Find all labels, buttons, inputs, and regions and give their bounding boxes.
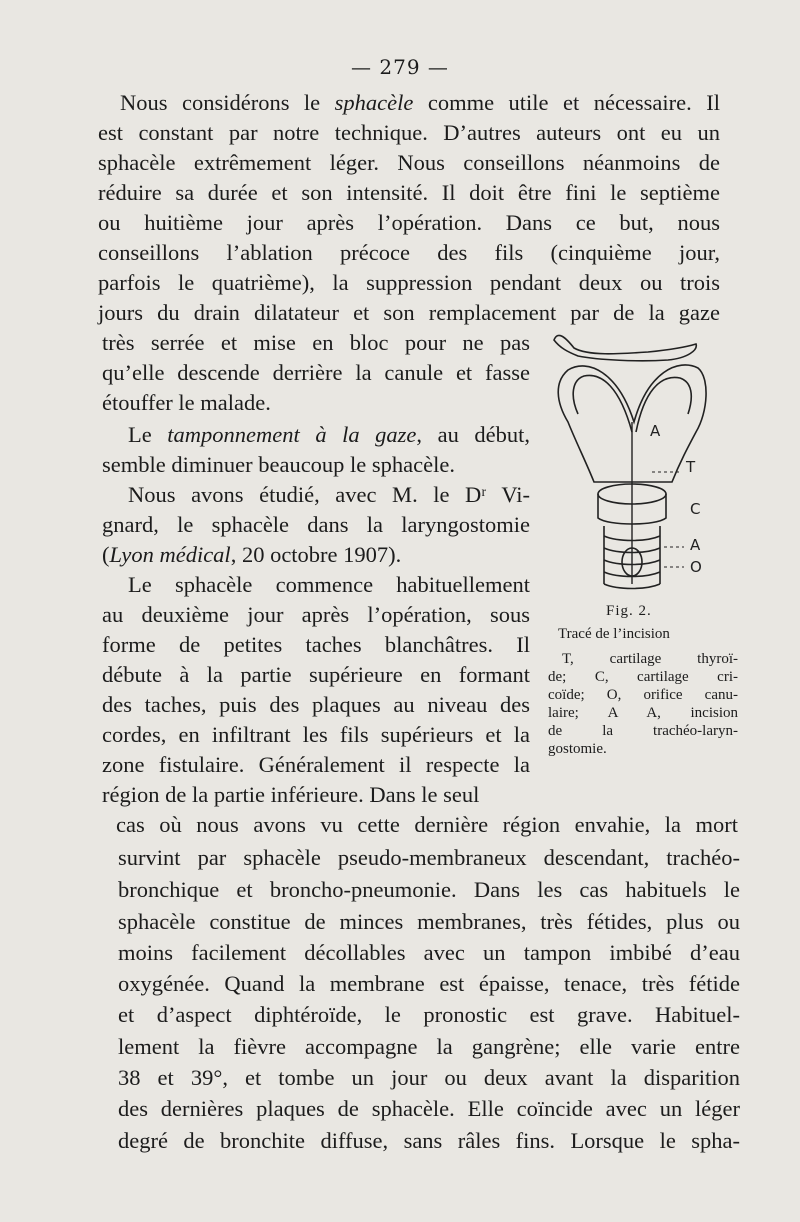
- text-line: des dernières plaques de sphacèle. Elle coïncide avec un léger: [118, 1096, 740, 1121]
- text-line: lement la fièvre accompagne la gangrène; elle varie entre: [118, 1034, 740, 1059]
- figure-title: Fig. 2.: [606, 603, 652, 619]
- text-line: semble diminuer beaucoup le sphacèle.: [102, 452, 455, 477]
- text-line: (Lyon médical, 20 octobre 1907).: [102, 542, 402, 567]
- text-line: sphacèle extrêmement léger. Nous conseillons néanmoins de: [98, 150, 720, 175]
- text-line: moins facilement décollables avec un tampon imbibé d’eau: [118, 940, 740, 965]
- page-number: — 279 —: [351, 55, 449, 79]
- label-c: C: [690, 500, 701, 518]
- label-a-bottom: A: [690, 536, 701, 554]
- caption-line: laire; A A, incision: [548, 705, 738, 721]
- text-line: sphacèle constitue de minces membranes, très fétides, plus ou: [118, 909, 740, 934]
- text-line: est constant par notre technique. D’autres auteurs ont eu un: [98, 120, 720, 145]
- text-line: ou huitième jour après l’opération. Dans ce but, nous: [98, 210, 720, 235]
- text-line: gnard, le sphacèle dans la laryngostomie: [102, 512, 530, 537]
- text-line: Le sphacèle commence habituellement: [128, 572, 530, 597]
- text-line: réduire sa durée et son intensité. Il doit être fini le septième: [98, 180, 720, 205]
- text-line: des taches, puis des plaques au niveau des: [102, 692, 530, 717]
- caption-line: T, cartilage thyroï-: [562, 651, 738, 667]
- label-o: O: [690, 558, 702, 576]
- text-line: étouffer le malade.: [102, 390, 271, 415]
- text-line: 38 et 39°, et tombe un jour ou deux avant la disparition: [118, 1065, 740, 1090]
- caption-line: coïde; O, orifice canu-: [548, 687, 738, 703]
- text-line: bronchique et broncho-pneumonie. Dans les cas habituels le: [118, 877, 740, 902]
- text-line: forme de petites taches blanchâtres. Il: [102, 632, 530, 657]
- text-line: cordes, en infiltrant les fils supérieurs et la: [102, 722, 530, 747]
- text-line: débute à la partie supérieure en formant: [102, 662, 530, 687]
- text-line: jours du drain dilatateur et son remplacement par de la gaze: [98, 300, 720, 325]
- caption-line: de; C, cartilage cri-: [548, 669, 738, 685]
- caption-line: Tracé de l’incision: [558, 626, 670, 642]
- text-line: région de la partie inférieure. Dans le seul: [102, 782, 480, 807]
- text-line: parfois le quatrième), la suppression pendant deux ou trois: [98, 270, 720, 295]
- text-line: Nous considérons le sphacèle comme utile et nécessaire. Il: [120, 90, 720, 115]
- text-line: Le tamponnement à la gaze, au début,: [128, 422, 531, 447]
- text-line: très serrée et mise en bloc pour ne pas: [102, 330, 530, 355]
- text-line: qu’elle descende derrière la canule et fasse: [102, 360, 530, 385]
- text-line: zone fistulaire. Généralement il respecte la: [102, 752, 530, 777]
- text-line: degré de bronchite diffuse, sans râles fins. Lorsque le spha-: [118, 1128, 740, 1153]
- text-line: survint par sphacèle pseudo-membraneux descendant, trachéo-: [118, 845, 740, 870]
- caption-line: de la trachéo-laryn-: [548, 723, 738, 739]
- text-line: conseillons l’ablation précoce des fils (cinquième jour,: [98, 240, 720, 265]
- text-line: oxygénée. Quand la membrane est épaisse, tenace, très fétide: [118, 971, 740, 996]
- label-t: T: [686, 458, 696, 476]
- text-line: cas où nous avons vu cette dernière région envahie, la mort: [116, 812, 738, 837]
- caption-line: gostomie.: [548, 741, 607, 757]
- larynx-incision-diagram: [548, 322, 728, 592]
- label-a-top: A: [650, 422, 661, 440]
- text-line: au deuxième jour après l’opération, sous: [102, 602, 530, 627]
- text-line: Nous avons étudié, avec M. le Dʳ Vi-: [128, 482, 530, 507]
- text-line: et d’aspect diphtéroïde, le pronostic est grave. Habituel-: [118, 1002, 740, 1027]
